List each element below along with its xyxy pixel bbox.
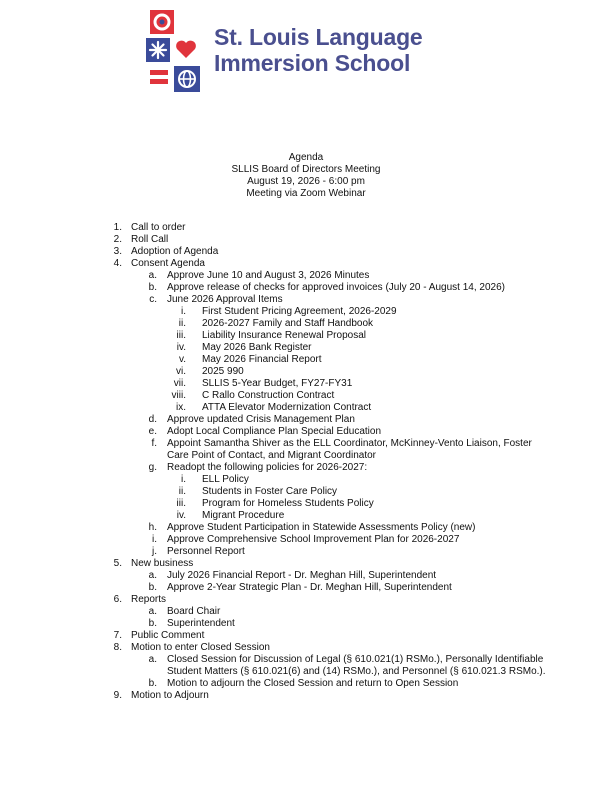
agenda-item-text: Approve release of checks for approved invoices (July 20 - August 14, 2026) <box>167 282 505 293</box>
agenda-item-text: Approve updated Crisis Management Plan <box>167 414 355 425</box>
agenda-item-number: 4. <box>113 258 122 269</box>
agenda-item-number: iii. <box>176 330 186 341</box>
agenda-item-number: ix. <box>176 402 186 413</box>
meeting-location: Meeting via Zoom Webinar <box>246 188 366 199</box>
agenda-item-number: vii. <box>173 378 186 389</box>
agenda-item-text: May 2026 Financial Report <box>202 354 322 365</box>
agenda-item-text: 2025 990 <box>202 366 244 377</box>
agenda-item-number: 5. <box>113 558 122 569</box>
agenda-item-number: iv. <box>176 342 186 353</box>
agenda-item-text: SLLIS 5-Year Budget, FY27-FY31 <box>202 378 353 389</box>
agenda-item-number: b. <box>148 678 157 689</box>
agenda-item-number: f. <box>151 438 157 449</box>
agenda-item-text: ELL Policy <box>202 474 249 485</box>
agenda-header <box>0 152 612 200</box>
agenda-item-number: 1. <box>113 222 122 233</box>
logo-mark-icon <box>146 10 204 94</box>
agenda-item-text: Motion to Adjourn <box>131 690 209 701</box>
agenda-item-number: c. <box>149 294 157 305</box>
agenda-item-number: a. <box>148 270 157 281</box>
agenda-item-text: Migrant Procedure <box>202 510 285 521</box>
agenda-item-text: Liability Insurance Renewal Proposal <box>202 330 366 341</box>
agenda-item-number: v. <box>178 354 186 365</box>
agenda-item-text: 2026-2027 Family and Staff Handbook <box>202 318 374 329</box>
agenda-item-number: b. <box>148 282 157 293</box>
agenda-item-text: Student Matters (§ 610.021(6) and (14) RSMo.), and Personnel (§ 610.021.3 RSMo.). <box>167 666 546 677</box>
agenda-item-text: Students in Foster Care Policy <box>202 486 338 497</box>
agenda-item-text: Roll Call <box>131 234 169 245</box>
school-logo <box>146 10 466 94</box>
agenda-item-number: e. <box>148 426 157 437</box>
agenda-item-number: a. <box>148 570 157 581</box>
logo-text <box>214 24 423 76</box>
agenda-item-text: Personnel Report <box>167 546 245 557</box>
agenda-item-text: Superintendent <box>167 618 235 629</box>
agenda-item-text: ATTA Elevator Modernization Contract <box>202 402 372 413</box>
agenda-item-number: j. <box>152 546 157 557</box>
agenda-item-text: Care Point of Contact, and Migrant Coordinator <box>167 450 376 461</box>
agenda-item-text: Program for Homeless Students Policy <box>202 498 374 509</box>
agenda-item-number: 2. <box>113 234 122 245</box>
agenda-item-text: Approve Student Participation in Statewide Assessments Policy (new) <box>167 522 476 533</box>
agenda-item-number: b. <box>148 618 157 629</box>
agenda-item-number: 6. <box>113 594 122 605</box>
agenda-item-number: i. <box>181 306 186 317</box>
agenda-item-text: Approve Comprehensive School Improvement Plan for 2026-2027 <box>167 534 460 545</box>
agenda-item-text: Approve 2-Year Strategic Plan - Dr. Meghan Hill, Superintendent <box>167 582 452 593</box>
agenda-item-text: Approve June 10 and August 3, 2026 Minutes <box>167 270 370 281</box>
agenda-item-number: 9. <box>113 690 122 701</box>
agenda-item-number: iii. <box>176 498 186 509</box>
agenda-item-number: 3. <box>113 246 122 257</box>
agenda-item-number: ii. <box>178 486 186 497</box>
logo-line-2: Immersion School <box>214 50 411 76</box>
agenda-item-text: June 2026 Approval Items <box>167 294 283 305</box>
agenda-item-number: h. <box>148 522 157 533</box>
agenda-item-number: 8. <box>113 642 122 653</box>
agenda-item-text: Motion to enter Closed Session <box>131 642 270 653</box>
agenda-item-text: May 2026 Bank Register <box>202 342 312 353</box>
agenda-item-text: Closed Session for Discussion of Legal (§ 610.021(1) RSMo.), Personally Identifiable <box>167 654 544 665</box>
agenda-item-text: New business <box>131 558 194 569</box>
agenda-item-text: C Rallo Construction Contract <box>202 390 335 401</box>
agenda-item-number: d. <box>148 414 157 425</box>
agenda-item-number: a. <box>148 654 157 665</box>
agenda-item-number: iv. <box>176 510 186 521</box>
agenda-title: Agenda <box>288 152 324 163</box>
agenda-item-text: Reports <box>131 594 167 605</box>
agenda-item-text: Appoint Samantha Shiver as the ELL Coordinator, McKinney-Vento Liaison, Foster <box>167 438 532 449</box>
agenda-item-text: Adopt Local Compliance Plan Special Education <box>167 426 382 437</box>
agenda-item-number: g. <box>148 462 157 473</box>
agenda-item-number: vi. <box>176 366 186 377</box>
meeting-name: SLLIS Board of Directors Meeting <box>231 164 381 175</box>
agenda-item-number: ii. <box>178 318 186 329</box>
agenda-item-text: Motion to adjourn the Closed Session and return to Open Session <box>167 678 459 689</box>
agenda-item-text: July 2026 Financial Report - Dr. Meghan Hill, Superintendent <box>167 570 437 581</box>
agenda-item-text: Public Comment <box>131 630 205 641</box>
agenda-item-text: Board Chair <box>167 606 221 617</box>
agenda-item-number: a. <box>148 606 157 617</box>
agenda-item-text: First Student Pricing Agreement, 2026-2029 <box>202 306 397 317</box>
logo-line-1: St. Louis Language <box>214 24 423 50</box>
agenda-item-text: Consent Agenda <box>131 258 205 269</box>
meeting-datetime: August 19, 2026 - 6:00 pm <box>247 176 365 187</box>
agenda-item-text: Adoption of Agenda <box>131 246 219 257</box>
agenda-item-text: Readopt the following policies for 2026-2027: <box>167 462 368 473</box>
agenda-item-number: b. <box>148 582 157 593</box>
agenda-item-number: 7. <box>113 630 122 641</box>
agenda-item-text: Call to order <box>131 222 186 233</box>
agenda-item-number: viii. <box>171 390 186 401</box>
agenda-item-number: i. <box>181 474 186 485</box>
agenda-item-number: i. <box>152 534 157 545</box>
